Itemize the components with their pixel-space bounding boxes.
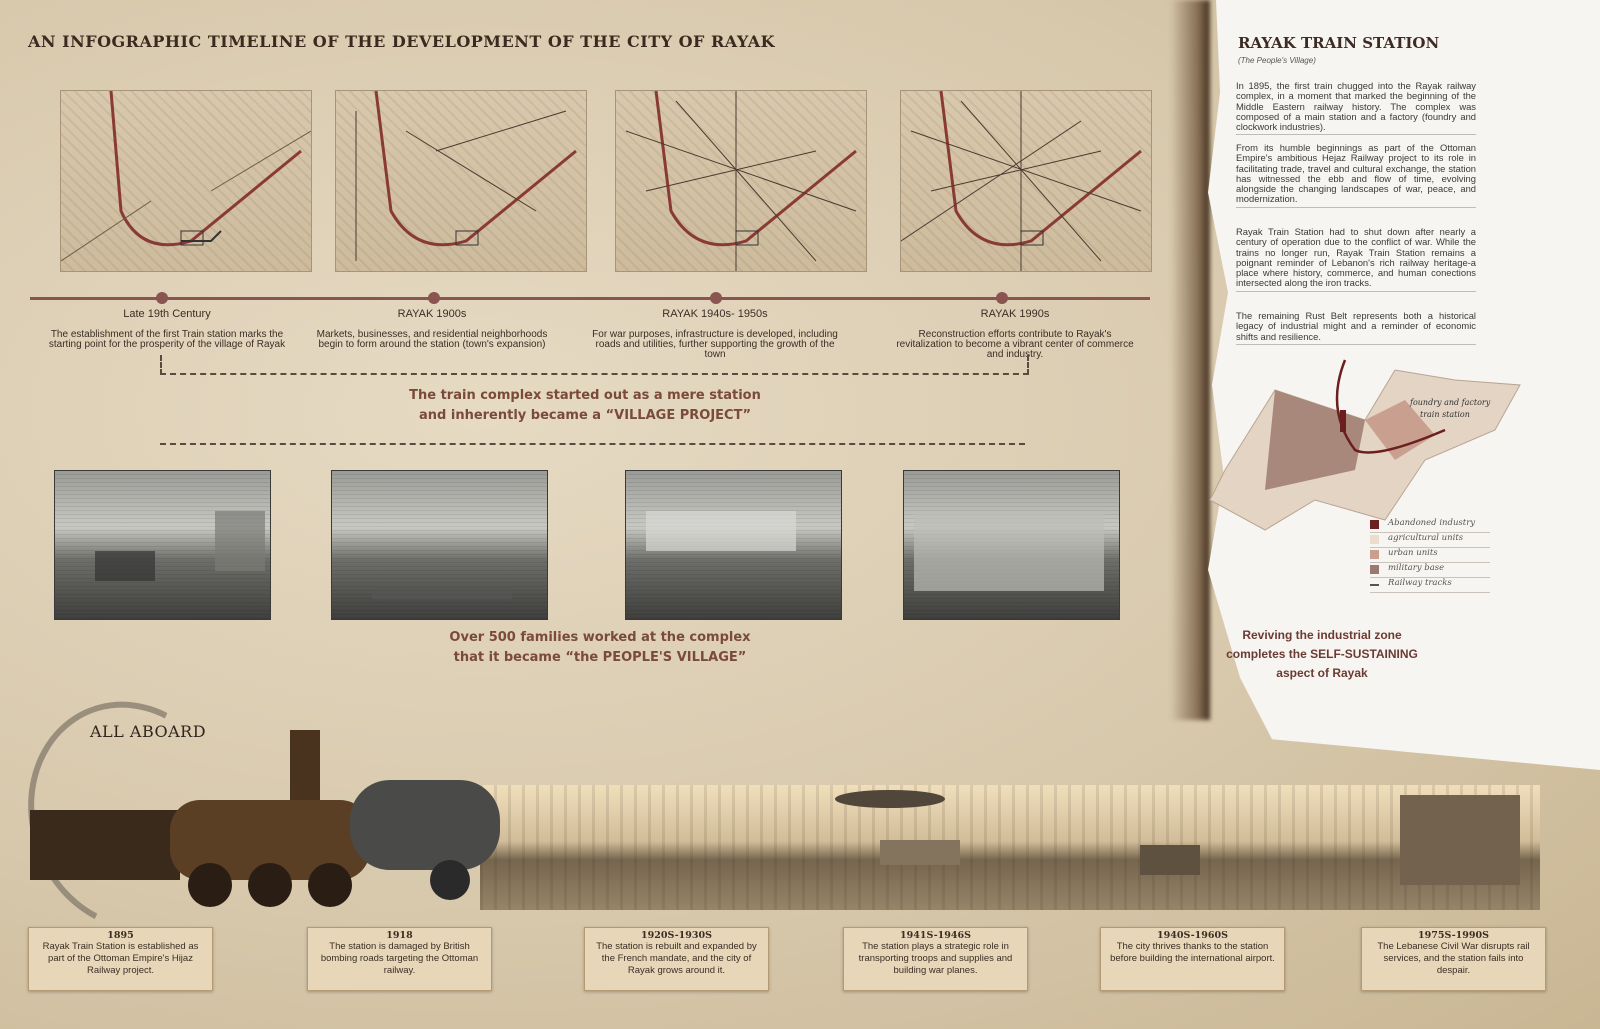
card-text: Rayak Train Station is established as part of the Ottoman Empire's Hijaz Railway project. [42, 941, 199, 976]
sidebar-paragraph: Rayak Train Station had to shut down after nearly a century of operation due to the conflict of war. While the trains no longer run, Rayak Train Station remains a poignant reminder of Lebanon's rich railway heritage-a place where history, commerce, and human conections intersected along the iron tracks. [1236, 227, 1476, 292]
historic-panorama [480, 785, 1540, 910]
card-year: 1975S-1990S [1418, 930, 1489, 941]
map-label-station: train station [1420, 410, 1470, 419]
burnt-edge [1170, 0, 1210, 720]
era-title: Late 19th Century [123, 308, 211, 320]
historic-photo-village [903, 470, 1120, 620]
village-project-note [385, 386, 785, 426]
page-title: AN INFOGRAPHIC TIMELINE OF THE DEVELOPMENT OF THE CITY OF RAYAK [28, 32, 776, 51]
legend-label: agricultural units [1388, 533, 1464, 543]
historic-photo-horses [54, 470, 271, 620]
card-text: The station is damaged by British bombing roads targeting the Ottoman railway. [320, 941, 479, 976]
legend-swatch [1370, 535, 1379, 544]
legend-item [1370, 578, 1490, 593]
timeline-card-1975s-1990s [1361, 927, 1546, 991]
legend-item [1370, 518, 1490, 533]
sidebar-paragraph: From its humble beginnings as part of the Ottoman Empire's ambitious Hejaz Railway project to its role in facilitating trade, travel and cultural exchange, the station has witnessed the ebb and flow of time, evolving alongside the changing landscapes of war, peace, and modernization. [1236, 143, 1476, 208]
era-title: RAYAK 1940s- 1950s [662, 308, 768, 320]
legend-swatch [1370, 565, 1379, 574]
era-1900s [307, 308, 557, 350]
revive-note [1222, 626, 1422, 683]
station-building [1400, 795, 1520, 885]
map-1900s [335, 90, 587, 272]
town-buildings [880, 840, 960, 865]
sidebar-title: RAYAK TRAIN STATION [1238, 34, 1440, 52]
era-1940s-1950s [590, 308, 840, 360]
map-legend [1370, 518, 1490, 593]
map-1940s-1950s [615, 90, 867, 272]
timeline-dot [156, 292, 168, 304]
note-line: Reviving the industrial zone [1242, 628, 1402, 642]
era-description: The establishment of the first Train station marks the starting point for the prosperity of the village of Rayak [48, 329, 286, 350]
timeline-card-1940s-1960s [1100, 927, 1285, 991]
timeline-card-1895 [28, 927, 213, 991]
timeline-dot [710, 292, 722, 304]
dashed-connector-bottom [160, 443, 1025, 473]
airplane-silhouette [835, 790, 945, 808]
timeline-card-1941s-1946s [843, 927, 1028, 991]
note-line: and inherently became a “VILLAGE PROJECT” [419, 408, 751, 423]
card-text: The city thrives thanks to the station before building the international airport. [1110, 941, 1275, 964]
all-aboard-heading: ALL ABOARD [90, 722, 207, 741]
timeline-dot [996, 292, 1008, 304]
legend-swatch [1370, 520, 1379, 529]
legend-label: Railway tracks [1388, 578, 1452, 588]
timeline-card-1920s-1930s [584, 927, 769, 991]
legend-label: military base [1388, 563, 1445, 573]
sidebar-paragraph: The remaining Rust Belt represents both a historical legacy of industrial might and a reminder of economic shifts and resilience. [1236, 311, 1476, 345]
era-late-19th-century [42, 308, 292, 350]
card-year: 1941S-1946S [900, 930, 971, 941]
era-description: Markets, businesses, and residential neighborhoods begin to form around the station (town's expansion) [316, 329, 548, 350]
map-label-foundry: foundry and factory [1410, 398, 1491, 407]
timeline-card-1918 [307, 927, 492, 991]
note-line: The train complex started out as a mere station [409, 388, 761, 403]
era-description: Reconstruction efforts contribute to Rayak's revitalization to become a vibrant center of commerce and industry. [896, 329, 1134, 360]
legend-label: Abandoned industry [1388, 518, 1476, 528]
historic-photo-aerial-station [331, 470, 548, 620]
map-drawing [61, 91, 311, 271]
era-1990s [890, 308, 1140, 360]
map-drawing [901, 91, 1151, 271]
historic-photo-airfield [625, 470, 842, 620]
note-line: completes the SELF-SUSTAINING [1226, 647, 1418, 661]
era-title: RAYAK 1900s [397, 308, 467, 320]
map-1990s [900, 90, 1152, 272]
card-text: The station plays a strategic role in transporting troops and supplies and building war planes. [858, 941, 1013, 976]
map-late-19th-century [60, 90, 312, 272]
timeline-dot [428, 292, 440, 304]
card-text: The Lebanese Civil War disrupts rail services, and the station fails into despair. [1377, 941, 1530, 976]
timeline-line [30, 297, 1150, 300]
map-drawing [616, 91, 866, 271]
legend-label: urban units [1388, 548, 1438, 558]
legend-swatch [1370, 584, 1379, 586]
train-silhouette [1140, 845, 1200, 875]
legend-swatch [1370, 550, 1379, 559]
note-line: aspect of Rayak [1276, 666, 1368, 680]
note-line: that it became “the PEOPLE'S VILLAGE” [453, 650, 747, 665]
era-title: RAYAK 1990s [980, 308, 1050, 320]
card-text: The station is rebuilt and expanded by the French mandate, and the city of Rayak grows around it. [596, 941, 757, 976]
map-drawing [336, 91, 586, 271]
peoples-village-note [400, 628, 800, 668]
card-year: 1920S-1930S [641, 930, 712, 941]
card-year: 1940S-1960S [1157, 930, 1228, 941]
note-line: Over 500 families worked at the complex [449, 630, 751, 645]
sidebar-subtitle: (The People's Village) [1238, 56, 1316, 65]
legend-item [1370, 548, 1490, 563]
sidebar-paragraph: In 1895, the first train chugged into the Rayak railway complex, in a moment that marked the beginning of the Middle Eastern railway history. The complex was composed of a main station and a factory (foundry and clockwork industries). [1236, 81, 1476, 135]
steam-locomotive-illustration [20, 710, 520, 920]
card-year: 1918 [386, 930, 413, 941]
legend-item [1370, 533, 1490, 548]
dashed-connector-top [160, 355, 1029, 375]
legend-item [1370, 563, 1490, 578]
card-year: 1895 [107, 930, 134, 941]
era-description: For war purposes, infrastructure is developed, including roads and utilities, further supporting the growth of the town [592, 329, 838, 360]
